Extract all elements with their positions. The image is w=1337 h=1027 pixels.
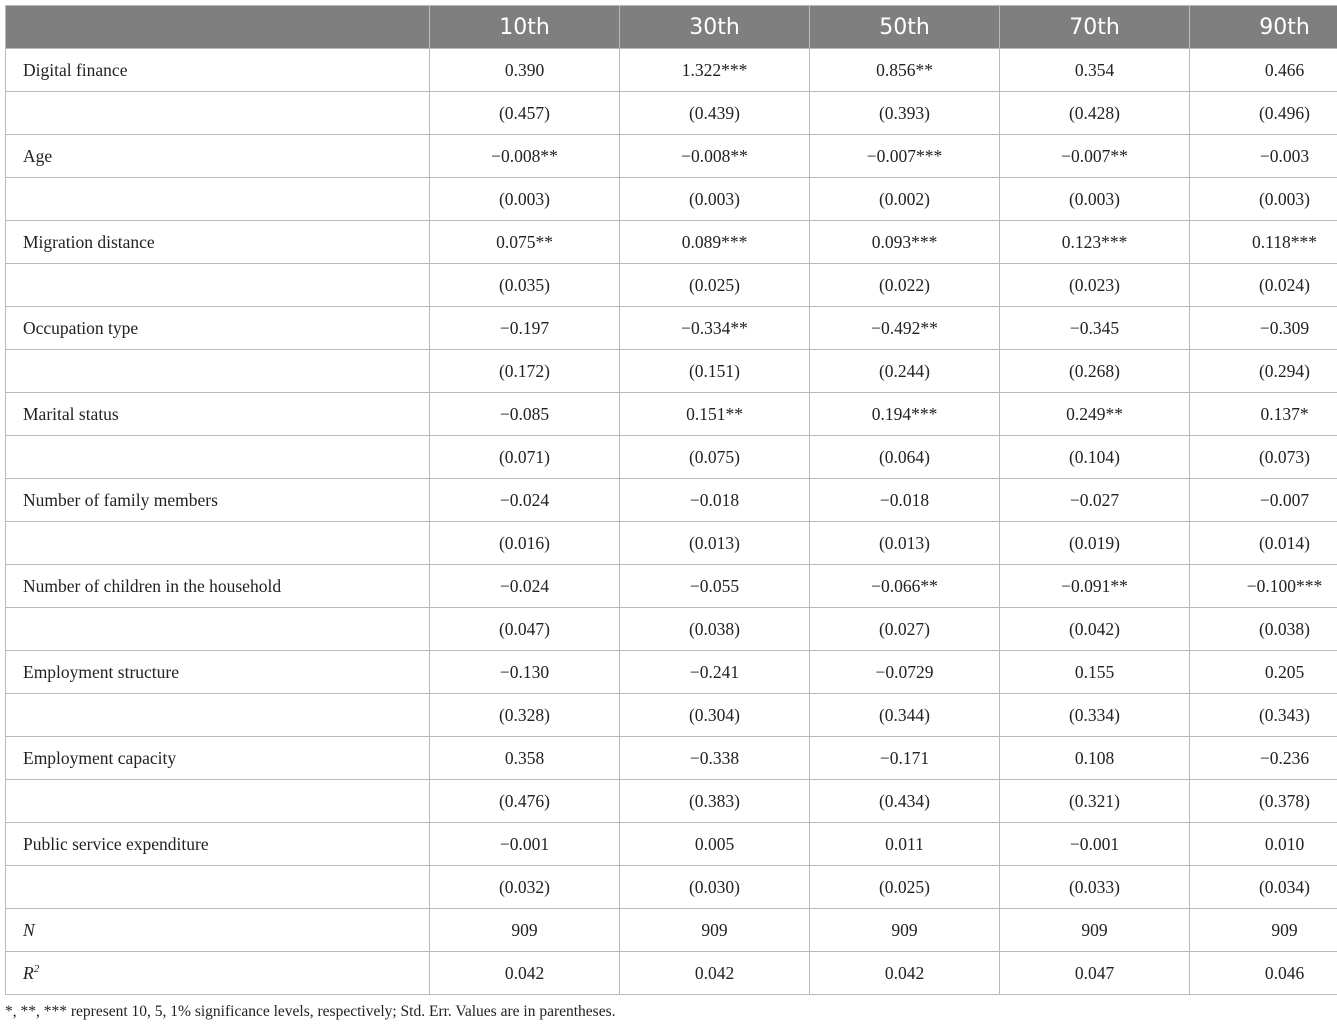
table-cell: −0.241	[620, 651, 810, 694]
table-cell: (0.013)	[810, 522, 1000, 565]
table-cell: 909	[810, 909, 1000, 952]
table-cell: −0.197	[430, 307, 620, 350]
table-cell: −0.085	[430, 393, 620, 436]
header-cell-50th: 50th	[810, 6, 1000, 49]
table-cell: (0.476)	[430, 780, 620, 823]
table-cell: (0.457)	[430, 92, 620, 135]
table-cell: −0.008**	[430, 135, 620, 178]
table-cell: 909	[620, 909, 810, 952]
table-cell: −0.171	[810, 737, 1000, 780]
table-row	[6, 651, 1337, 694]
table-cell: 0.047	[1000, 952, 1190, 995]
row-label	[6, 350, 430, 393]
row-label-text: Employment structure	[23, 661, 180, 682]
table-row	[6, 608, 1337, 651]
table-cell: (0.428)	[1000, 92, 1190, 135]
header-cell-10th: 10th	[430, 6, 620, 49]
table-cell: −0.236	[1190, 737, 1337, 780]
table-cell: (0.294)	[1190, 350, 1337, 393]
table-cell: (0.328)	[430, 694, 620, 737]
row-label	[6, 92, 430, 135]
table-cell: 0.466	[1190, 49, 1337, 92]
table-cell: (0.003)	[620, 178, 810, 221]
row-label	[6, 178, 430, 221]
table-row	[6, 780, 1337, 823]
table-row	[6, 393, 1337, 436]
table-cell: −0.024	[430, 479, 620, 522]
table-cell: (0.003)	[430, 178, 620, 221]
table-cell: (0.003)	[1000, 178, 1190, 221]
table-cell: (0.014)	[1190, 522, 1337, 565]
table-cell: (0.304)	[620, 694, 810, 737]
table-cell: (0.027)	[810, 608, 1000, 651]
table-cell: (0.002)	[810, 178, 1000, 221]
row-label	[6, 565, 430, 608]
table-row	[6, 178, 1337, 221]
table-cell: (0.439)	[620, 92, 810, 135]
row-label-superscript: 2	[33, 962, 40, 975]
table-cell: −0.018	[620, 479, 810, 522]
table-cell: (0.034)	[1190, 866, 1337, 909]
table-cell: −0.024	[430, 565, 620, 608]
table-cell: −0.001	[1000, 823, 1190, 866]
table-cell: −0.001	[430, 823, 620, 866]
table-cell: −0.055	[620, 565, 810, 608]
row-label-text: Age	[23, 145, 53, 166]
table-cell: 1.322***	[620, 49, 810, 92]
table-cell: (0.151)	[620, 350, 810, 393]
table-row	[6, 49, 1337, 92]
table-cell: 0.075**	[430, 221, 620, 264]
table-cell: (0.383)	[620, 780, 810, 823]
table-cell: (0.343)	[1190, 694, 1337, 737]
table-cell: 0.108	[1000, 737, 1190, 780]
table-cell: 0.856**	[810, 49, 1000, 92]
table-cell: 0.358	[430, 737, 620, 780]
table-cell: 0.118***	[1190, 221, 1337, 264]
table-cell: −0.345	[1000, 307, 1190, 350]
table-row	[6, 522, 1337, 565]
row-label-text: Occupation type	[23, 317, 139, 338]
row-label-text: Digital finance	[23, 59, 128, 80]
table-footnote: *, **, *** represent 10, 5, 1% significance levels, respectively; Std. Err. Values are in parentheses.	[5, 1003, 616, 1020]
row-label-text: R	[23, 962, 34, 983]
table-cell: −0.130	[430, 651, 620, 694]
table-cell: (0.030)	[620, 866, 810, 909]
table-cell: (0.042)	[1000, 608, 1190, 651]
row-label	[6, 608, 430, 651]
table-row	[6, 92, 1337, 135]
table-cell: −0.003	[1190, 135, 1337, 178]
table-cell: (0.334)	[1000, 694, 1190, 737]
table-cell: 0.155	[1000, 651, 1190, 694]
table-cell: 0.205	[1190, 651, 1337, 694]
table-cell: −0.008**	[620, 135, 810, 178]
table-cell: −0.100***	[1190, 565, 1337, 608]
row-label	[6, 436, 430, 479]
table-cell: 0.089***	[620, 221, 810, 264]
table-header-row	[6, 6, 1337, 49]
header-cell-30th: 30th	[620, 6, 810, 49]
table-row	[6, 952, 1337, 995]
row-label	[6, 135, 430, 178]
table-cell: (0.016)	[430, 522, 620, 565]
table-cell: −0.334**	[620, 307, 810, 350]
table-cell: (0.104)	[1000, 436, 1190, 479]
header-cell-70th: 70th	[1000, 6, 1190, 49]
table-cell: 909	[1000, 909, 1190, 952]
row-label-text: Migration distance	[23, 231, 155, 252]
table-cell: (0.064)	[810, 436, 1000, 479]
table-row	[6, 350, 1337, 393]
table-cell: (0.032)	[430, 866, 620, 909]
regression-table-container	[5, 5, 1333, 995]
table-cell: (0.038)	[1190, 608, 1337, 651]
table-cell: 0.249**	[1000, 393, 1190, 436]
row-label	[6, 479, 430, 522]
table-cell: 0.011	[810, 823, 1000, 866]
table-cell: (0.025)	[810, 866, 1000, 909]
row-label-text: Public service expenditure	[23, 833, 209, 854]
row-label	[6, 866, 430, 909]
table-cell: −0.091**	[1000, 565, 1190, 608]
table-row	[6, 221, 1337, 264]
table-cell: 0.151**	[620, 393, 810, 436]
table-cell: (0.033)	[1000, 866, 1190, 909]
table-cell: 0.010	[1190, 823, 1337, 866]
row-label	[6, 264, 430, 307]
table-cell: −0.066**	[810, 565, 1000, 608]
table-cell: (0.244)	[810, 350, 1000, 393]
table-cell: −0.007***	[810, 135, 1000, 178]
table-row	[6, 737, 1337, 780]
table-cell: 0.005	[620, 823, 810, 866]
table-cell: −0.007**	[1000, 135, 1190, 178]
table-row	[6, 436, 1337, 479]
table-cell: (0.321)	[1000, 780, 1190, 823]
table-row	[6, 694, 1337, 737]
table-cell: 0.137*	[1190, 393, 1337, 436]
table-row	[6, 135, 1337, 178]
table-cell: (0.073)	[1190, 436, 1337, 479]
table-cell: (0.025)	[620, 264, 810, 307]
quantile-regression-table	[5, 5, 1337, 995]
table-cell: 909	[430, 909, 620, 952]
row-label	[6, 49, 430, 92]
table-cell: 909	[1190, 909, 1337, 952]
row-label-text: Number of children in the household	[23, 575, 282, 596]
table-cell: −0.027	[1000, 479, 1190, 522]
row-label	[6, 694, 430, 737]
row-label-text: Number of family members	[23, 489, 218, 510]
row-label	[6, 737, 430, 780]
table-cell: (0.496)	[1190, 92, 1337, 135]
row-label	[6, 823, 430, 866]
table-row	[6, 909, 1337, 952]
table-cell: (0.003)	[1190, 178, 1337, 221]
table-cell: (0.344)	[810, 694, 1000, 737]
table-row	[6, 866, 1337, 909]
table-cell: (0.172)	[430, 350, 620, 393]
table-cell: (0.075)	[620, 436, 810, 479]
table-cell: −0.338	[620, 737, 810, 780]
row-label-text: N	[23, 919, 35, 940]
table-cell: (0.434)	[810, 780, 1000, 823]
table-cell: 0.042	[430, 952, 620, 995]
table-cell: (0.013)	[620, 522, 810, 565]
table-cell: 0.042	[620, 952, 810, 995]
row-label-text: Marital status	[23, 403, 119, 424]
header-cell-90th: 90th	[1190, 6, 1337, 49]
row-label	[6, 393, 430, 436]
row-label	[6, 522, 430, 565]
table-cell: (0.023)	[1000, 264, 1190, 307]
row-label	[6, 780, 430, 823]
table-cell: 0.093***	[810, 221, 1000, 264]
table-cell: (0.038)	[620, 608, 810, 651]
table-cell: (0.019)	[1000, 522, 1190, 565]
table-cell: 0.046	[1190, 952, 1337, 995]
table-cell: 0.123***	[1000, 221, 1190, 264]
table-row	[6, 307, 1337, 350]
table-cell: −0.309	[1190, 307, 1337, 350]
row-label-text: Employment capacity	[23, 747, 177, 768]
table-row	[6, 823, 1337, 866]
table-cell: (0.268)	[1000, 350, 1190, 393]
table-row	[6, 479, 1337, 522]
row-label	[6, 651, 430, 694]
table-cell: 0.390	[430, 49, 620, 92]
row-label	[6, 909, 430, 952]
row-label	[6, 307, 430, 350]
row-label	[6, 952, 430, 995]
table-cell: (0.024)	[1190, 264, 1337, 307]
table-cell: (0.047)	[430, 608, 620, 651]
table-cell: −0.007	[1190, 479, 1337, 522]
table-cell: (0.022)	[810, 264, 1000, 307]
table-cell: (0.378)	[1190, 780, 1337, 823]
table-cell: −0.018	[810, 479, 1000, 522]
table-cell: 0.042	[810, 952, 1000, 995]
table-row	[6, 565, 1337, 608]
table-cell: 0.354	[1000, 49, 1190, 92]
table-cell: −0.0729	[810, 651, 1000, 694]
header-cell-label	[6, 6, 430, 49]
table-row	[6, 264, 1337, 307]
table-cell: (0.071)	[430, 436, 620, 479]
row-label	[6, 221, 430, 264]
table-cell: (0.035)	[430, 264, 620, 307]
table-cell: (0.393)	[810, 92, 1000, 135]
table-cell: 0.194***	[810, 393, 1000, 436]
table-cell: −0.492**	[810, 307, 1000, 350]
